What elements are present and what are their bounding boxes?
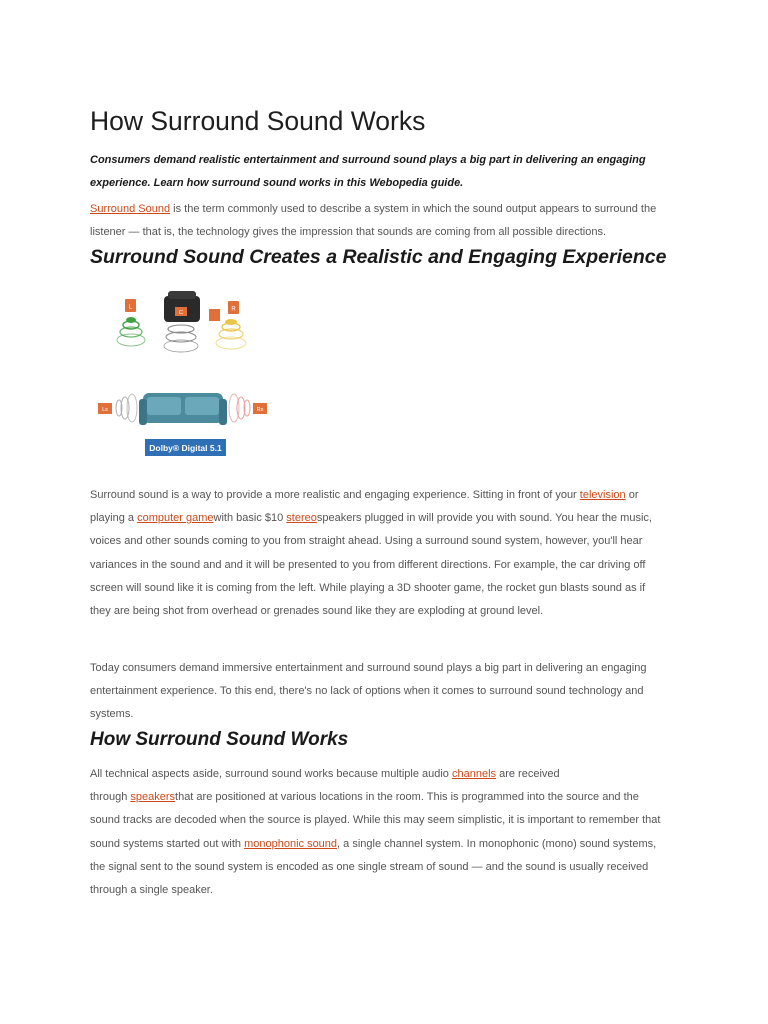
text: All technical aspects aside, surround sound works because multiple audio: [90, 768, 452, 780]
text: through: [90, 791, 131, 804]
stereo-link[interactable]: stereo: [286, 512, 317, 525]
text-line: [90, 763, 690, 786]
sofa-icon: [139, 393, 227, 425]
text-line: variances in the sound and and it will be presented to you from different directions. For example, the car driving off: [90, 558, 646, 571]
center-sound-waves-icon: [164, 325, 198, 352]
text-line: voices and other sounds coming to you from straight ahead. Using a surround sound system, however, you'll hear: [90, 535, 643, 548]
left-surround-label: Ls: [102, 407, 108, 413]
text-line: through a single speaker.: [90, 884, 213, 897]
text-line: entertainment experience. To this end, there's no lack of options when it comes to surround sound technology and: [90, 685, 644, 698]
lead-line: experience. Learn how surround sound works in this Webopedia guide.: [90, 177, 464, 189]
center-speaker-label: C: [179, 310, 183, 316]
speakers-link[interactable]: speakers: [130, 791, 176, 804]
text-line: [90, 507, 690, 530]
text: is the term commonly used to describe a system in which the sound output appears to surround the: [170, 203, 657, 215]
left-sound-waves-icon: [117, 317, 145, 346]
text: with basic $10: [213, 512, 287, 525]
surround-sound-link[interactable]: Surround Sound: [90, 203, 171, 215]
text-line: [90, 198, 690, 221]
text-line: [90, 786, 690, 809]
computer-game-link[interactable]: computer game: [137, 512, 214, 525]
left-speaker-label: L: [128, 304, 133, 311]
right-sound-waves-icon: [216, 319, 246, 349]
page-title: How Surround Sound Works: [90, 106, 426, 136]
subwoofer-icon: [209, 309, 220, 321]
text-line: sound tracks are decoded when the source is played. While this may seem simplistic, it is important to remember that: [90, 814, 661, 827]
diagram-svg: [95, 287, 275, 459]
monophonic-sound-link[interactable]: monophonic sound: [244, 837, 338, 850]
text-line: the signal sent to the sound system is encoded as one single stream of sound — and the sound is usually received: [90, 860, 649, 873]
text-line: systems.: [90, 708, 134, 721]
text: are received: [496, 768, 560, 780]
text-line: [90, 833, 690, 856]
paragraph-immersive: [90, 657, 690, 727]
text: that are positioned at various locations in the room. This is programmed into the source and the: [175, 791, 639, 804]
paragraph-how-it-works: [90, 763, 690, 902]
right-speaker-label: R: [231, 306, 236, 313]
text-line: listener — that is, the technology gives the impression that sounds are coming from all possible directions.: [90, 226, 607, 239]
television-link[interactable]: television: [579, 489, 626, 501]
channels-link[interactable]: channels: [451, 768, 497, 780]
center-speaker-top-icon: [168, 291, 196, 299]
text: Surround sound is a way to provide a more realistic and engaging experience. Sitting in front of your: [90, 489, 580, 501]
text-line: Today consumers demand immersive entertainment and surround sound plays a big part in delivering an engaging: [90, 662, 647, 674]
text-line: [90, 484, 690, 507]
section-heading-how-it-works: How Surround Sound Works: [90, 729, 349, 750]
text: , a single channel system. In monophonic (mono) sound systems,: [337, 837, 657, 850]
dolby-badge-label: Dolby® Digital 5.1: [149, 443, 222, 453]
section-heading-experience: Surround Sound Creates a Realistic and Engaging Experience: [90, 246, 667, 268]
text: or: [625, 489, 639, 501]
surround-sound-diagram: [95, 287, 275, 459]
text-line: screen will sound like it is coming from the left. While playing a 3D shooter game, the rocket gun blasts sound as if: [90, 581, 646, 594]
right-surround-label: Rs: [256, 407, 264, 413]
lead-line: Consumers demand realistic entertainment and surround sound plays a big part in delivering an engaging: [90, 154, 646, 166]
right-surround-waves-icon: [229, 394, 250, 422]
text: sound systems started out with: [90, 837, 245, 850]
paragraph-experience: [90, 484, 690, 623]
lead-paragraph: [90, 149, 690, 195]
text-line: they are being shot from overhead or grenades sound like they are exploding at ground level.: [90, 605, 544, 618]
text: speakers plugged in will provide you with sound. You hear the music,: [316, 512, 652, 525]
left-surround-waves-icon: [116, 394, 137, 422]
intro-paragraph: [90, 198, 690, 244]
text: playing a: [90, 512, 138, 525]
